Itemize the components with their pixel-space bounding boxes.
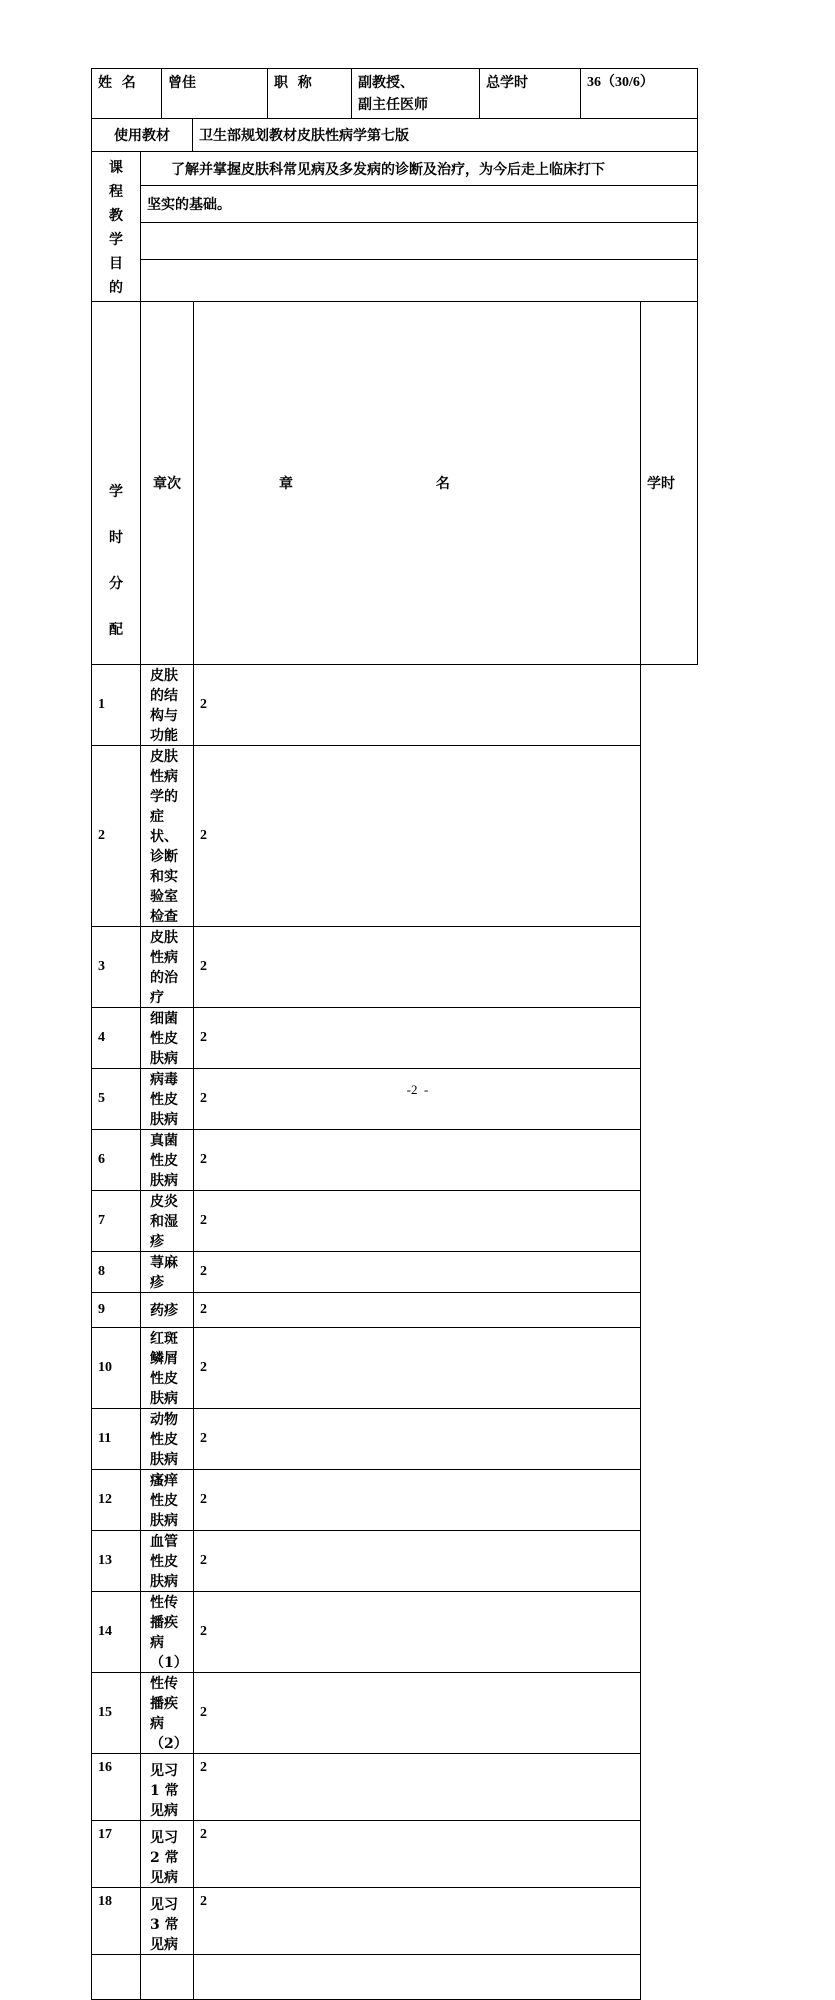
chapter-hours: 2 xyxy=(194,1754,641,1821)
objective-char: 的 xyxy=(109,280,123,296)
chapter-hours: 2 xyxy=(194,927,641,1008)
course-form xyxy=(91,68,697,2000)
chapter-number: 12 xyxy=(92,1470,141,1531)
chapter-name: 见习 2 常见病 xyxy=(141,1821,194,1888)
chapter-name: 病毒性皮肤病 xyxy=(141,1069,194,1130)
textbook-value: 卫生部规划教材皮肤性病学第七版 xyxy=(193,119,698,152)
objective-line-1: 了解并掌握皮肤科常见病及多发病的诊断及治疗，为今后走上临床打下 xyxy=(141,152,698,186)
schedule-rows xyxy=(92,665,698,1955)
empty-cell xyxy=(141,1955,194,2000)
objective-line-2: 坚实的基础。 xyxy=(141,186,698,223)
chapter-hours: 2 xyxy=(194,1470,641,1531)
objective-char: 教 xyxy=(109,208,123,224)
title-line-1: 副教授、 xyxy=(358,75,414,91)
chapter-hours: 2 xyxy=(194,746,641,927)
table-row xyxy=(92,1888,698,1955)
chapter-number: 16 xyxy=(92,1754,141,1821)
schedule-char: 配 xyxy=(109,622,123,638)
column-header-hours: 学时 xyxy=(641,302,698,665)
column-header-name-1: 章 xyxy=(279,476,293,492)
objective-label xyxy=(92,152,141,302)
teacher-name: 曾佳 xyxy=(162,69,268,119)
schedule-label xyxy=(92,302,141,665)
chapter-name: 荨麻疹 xyxy=(141,1252,194,1293)
title-label: 职 称 xyxy=(268,69,352,119)
chapter-number: 17 xyxy=(92,1821,141,1888)
chapter-number: 4 xyxy=(92,1008,141,1069)
column-header-name xyxy=(194,302,641,665)
chapter-name: 药疹 xyxy=(141,1293,194,1328)
chapter-hours: 2 xyxy=(194,1531,641,1592)
table-row xyxy=(92,1069,698,1130)
objective-char: 课 xyxy=(109,160,123,176)
chapter-number: 18 xyxy=(92,1888,141,1955)
chapter-hours: 2 xyxy=(194,1328,641,1409)
chapter-hours: 2 xyxy=(194,1409,641,1470)
schedule-char: 学 xyxy=(109,484,123,500)
table-row xyxy=(92,1592,698,1673)
table-row xyxy=(92,927,698,1008)
schedule-char: 时 xyxy=(109,530,123,546)
chapter-number: 2 xyxy=(92,746,141,927)
table-row xyxy=(92,1252,698,1293)
textbook-label: 使用教材 xyxy=(92,119,193,152)
chapter-number: 11 xyxy=(92,1409,141,1470)
chapter-hours: 2 xyxy=(194,1293,641,1328)
table-row xyxy=(92,1470,698,1531)
chapter-hours: 2 xyxy=(194,1069,641,1130)
chapter-name: 动物性皮肤病 xyxy=(141,1409,194,1470)
chapter-hours: 2 xyxy=(194,1592,641,1673)
objective-table xyxy=(91,151,698,302)
chapter-hours: 2 xyxy=(194,1888,641,1955)
chapter-number: 1 xyxy=(92,665,141,746)
table-row xyxy=(92,1409,698,1470)
chapter-hours: 2 xyxy=(194,665,641,746)
textbook-table xyxy=(91,118,698,152)
header-table xyxy=(91,68,698,119)
hours-label: 总学时 xyxy=(480,69,581,119)
chapter-name: 皮肤性病学的症状、诊断和实验室检查 xyxy=(141,746,194,927)
objective-empty-line xyxy=(141,260,698,302)
chapter-name: 瘙痒性皮肤病 xyxy=(141,1470,194,1531)
chapter-name: 真菌性皮肤病 xyxy=(141,1130,194,1191)
chapter-number: 8 xyxy=(92,1252,141,1293)
chapter-name: 血管性皮肤病 xyxy=(141,1531,194,1592)
title-line-2: 副主任医师 xyxy=(358,97,428,113)
objective-char: 学 xyxy=(109,232,123,248)
empty-cell xyxy=(92,1955,141,2000)
chapter-number: 3 xyxy=(92,927,141,1008)
chapter-name: 性传播疾病（2） xyxy=(141,1673,194,1754)
table-row xyxy=(92,1191,698,1252)
chapter-number: 10 xyxy=(92,1328,141,1409)
chapter-number: 13 xyxy=(92,1531,141,1592)
table-row-empty xyxy=(92,1955,698,2000)
schedule-char: 分 xyxy=(109,576,123,592)
chapter-name: 红斑鳞屑性皮肤病 xyxy=(141,1328,194,1409)
chapter-hours: 2 xyxy=(194,1191,641,1252)
table-row xyxy=(92,1328,698,1409)
objective-empty-line xyxy=(141,223,698,260)
chapter-name: 见习 3 常见病 xyxy=(141,1888,194,1955)
chapter-hours: 2 xyxy=(194,1252,641,1293)
chapter-name: 皮炎和湿疹 xyxy=(141,1191,194,1252)
chapter-hours: 2 xyxy=(194,1821,641,1888)
chapter-hours: 2 xyxy=(194,1008,641,1069)
chapter-number: 14 xyxy=(92,1592,141,1673)
chapter-number: 7 xyxy=(92,1191,141,1252)
chapter-hours: 2 xyxy=(194,1673,641,1754)
table-row xyxy=(92,1293,698,1328)
table-row xyxy=(92,1008,698,1069)
chapter-name: 性传播疾病（1） xyxy=(141,1592,194,1673)
table-row xyxy=(92,1821,698,1888)
total-hours: 36（30/6） xyxy=(581,69,698,119)
empty-cell xyxy=(194,1955,641,2000)
schedule-table xyxy=(91,301,698,2000)
chapter-number: 6 xyxy=(92,1130,141,1191)
objective-char: 目 xyxy=(109,256,123,272)
teacher-title xyxy=(352,69,480,119)
chapter-name: 细菌性皮肤病 xyxy=(141,1008,194,1069)
table-row xyxy=(92,1673,698,1754)
name-label: 姓 名 xyxy=(92,69,162,119)
chapter-name: 皮肤性病的治疗 xyxy=(141,927,194,1008)
table-row xyxy=(92,746,698,927)
column-header-name-2: 名 xyxy=(435,476,450,492)
chapter-number: 15 xyxy=(92,1673,141,1754)
chapter-name: 皮肤的结构与功能 xyxy=(141,665,194,746)
table-row xyxy=(92,665,698,746)
table-row xyxy=(92,1531,698,1592)
column-header-chapter: 章次 xyxy=(141,302,194,665)
page-number: -2 - xyxy=(406,1082,429,1097)
chapter-number: 5 xyxy=(92,1069,141,1130)
table-row xyxy=(92,1130,698,1191)
chapter-name: 见习 1 常见病 xyxy=(141,1754,194,1821)
chapter-number: 9 xyxy=(92,1293,141,1328)
table-row xyxy=(92,1754,698,1821)
objective-char: 程 xyxy=(109,184,123,200)
chapter-hours: 2 xyxy=(194,1130,641,1191)
